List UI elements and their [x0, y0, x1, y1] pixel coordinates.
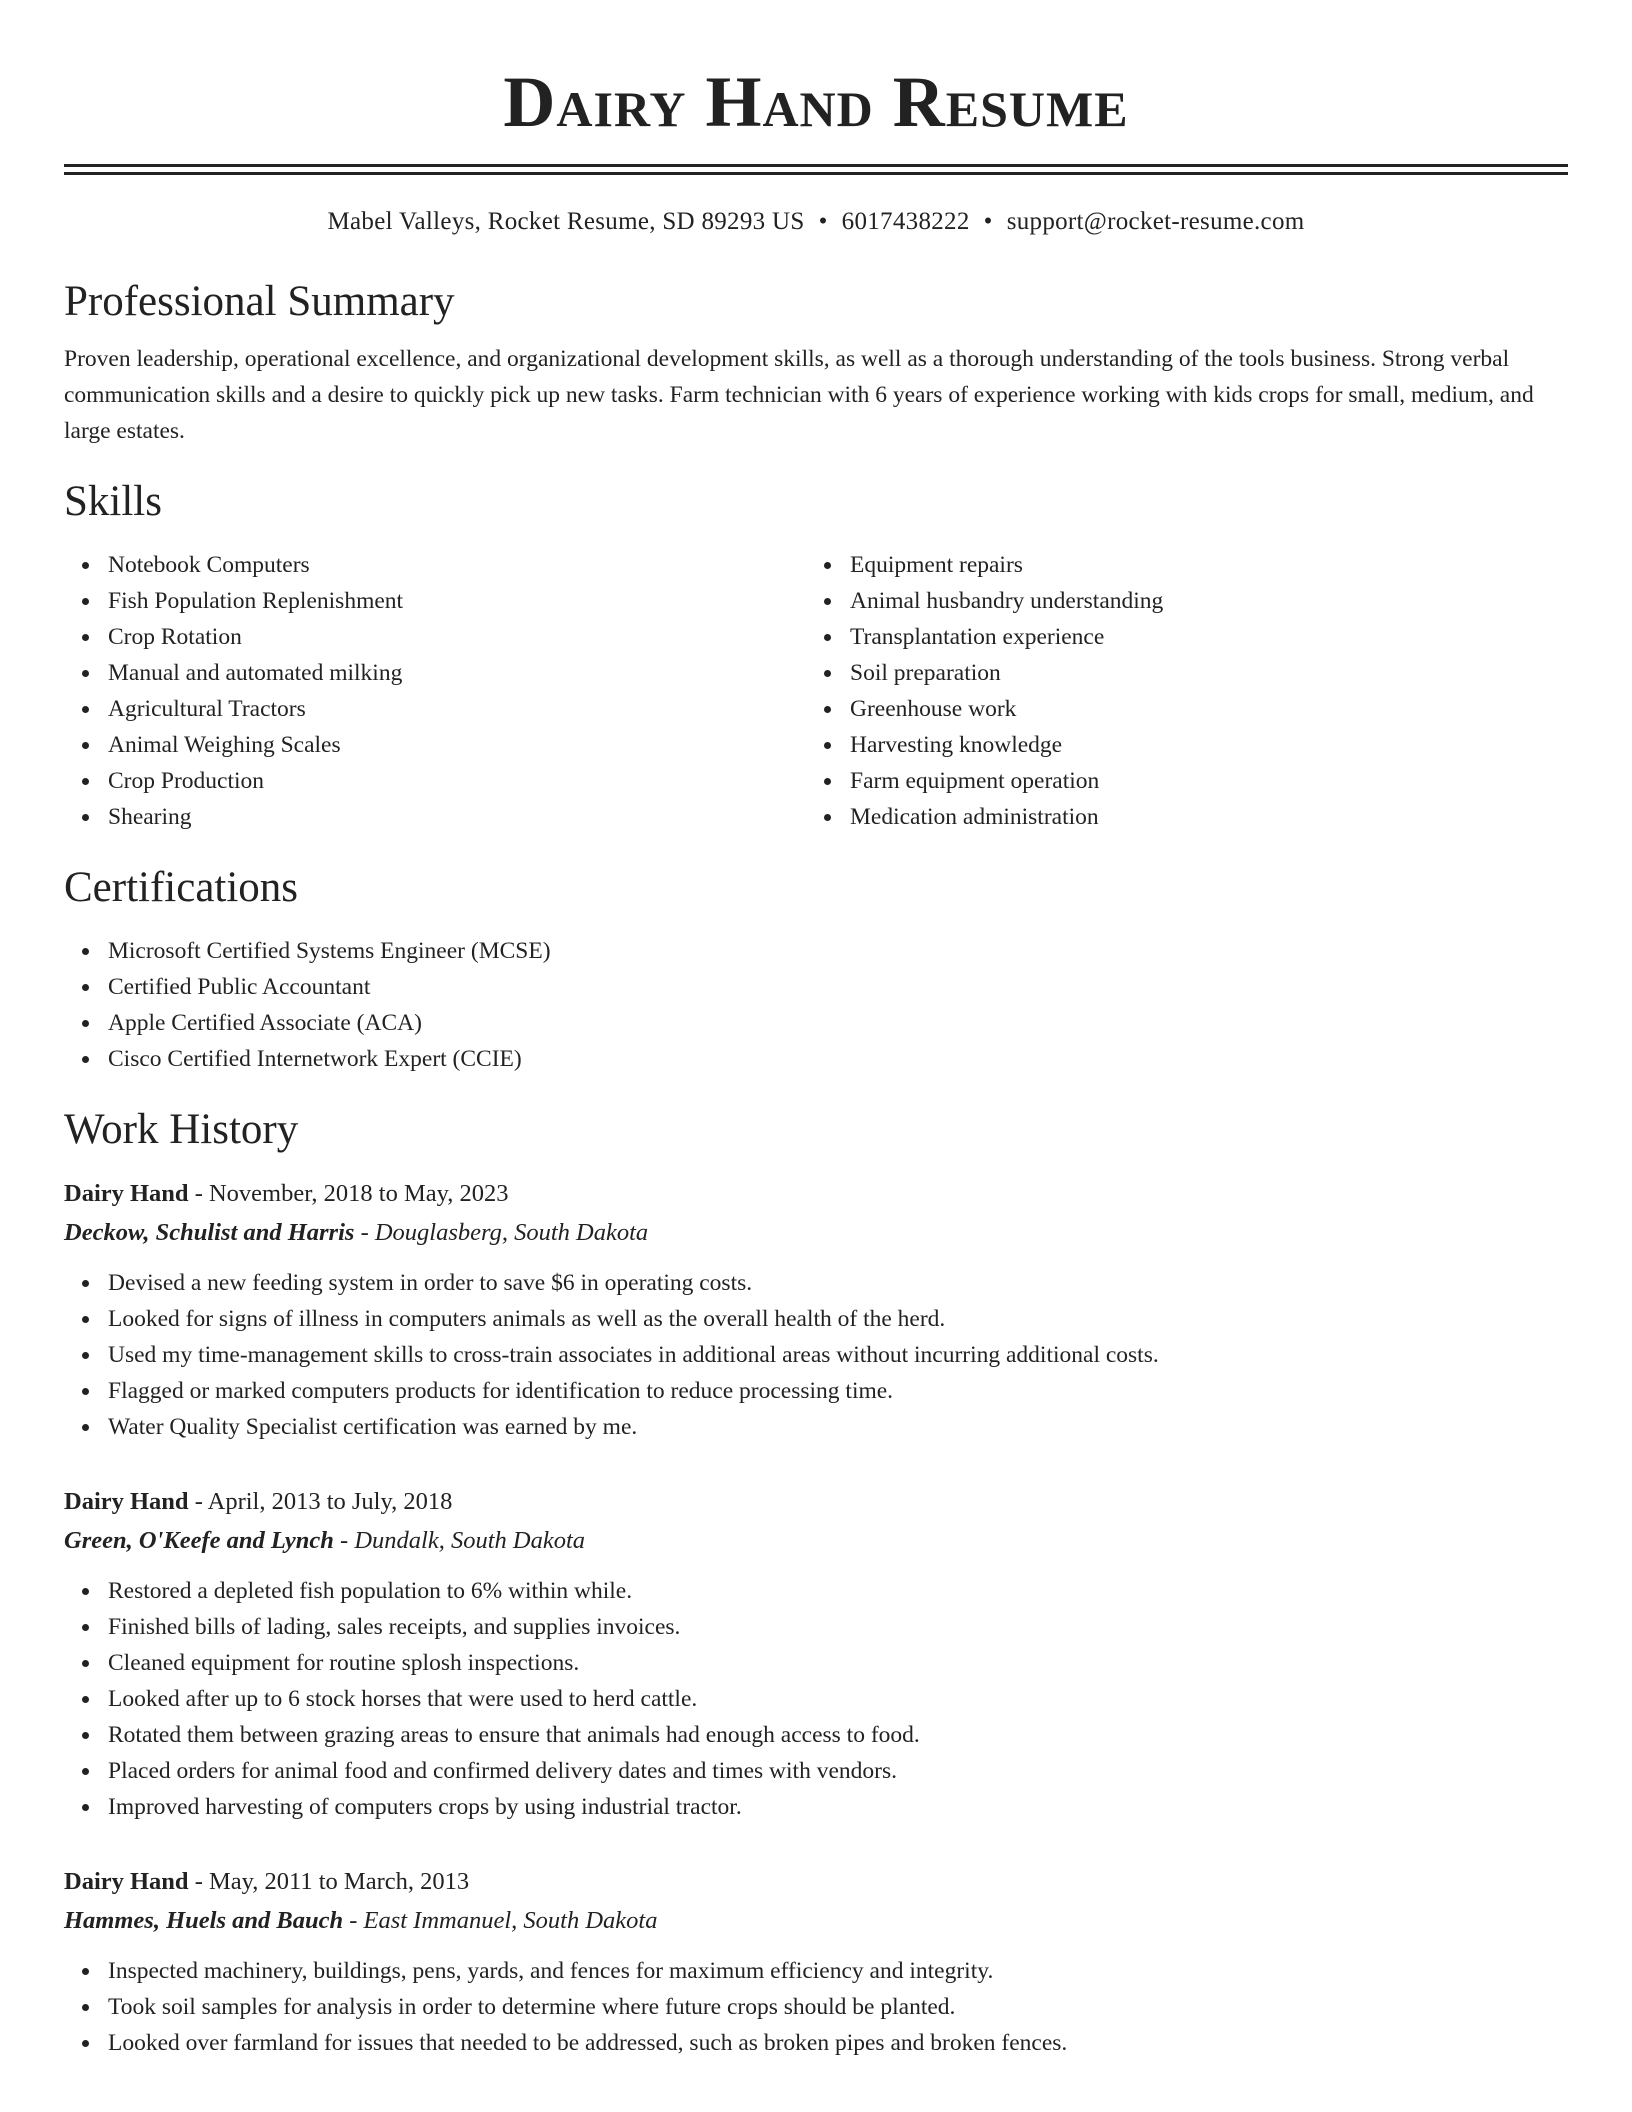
job-title-line: [64, 1863, 1568, 1901]
job-bullet: Rotated them between grazing areas to ensure that animals had enough access to food.: [108, 1717, 1568, 1753]
job-location: - Douglasberg, South Dakota: [354, 1219, 649, 1246]
job-bullet: Cleaned equipment for routine splosh inspections.: [108, 1645, 1568, 1681]
skill-item: Harvesting knowledge: [850, 727, 1548, 763]
contact-separator: •: [983, 208, 993, 235]
skill-item: Notebook Computers: [108, 547, 806, 583]
skills-column-left: [64, 547, 806, 835]
job-bullet: Took soil samples for analysis in order to determine where future crops should be planted.: [108, 1989, 1568, 2025]
skills-list-left: [64, 547, 806, 835]
certification-item: Microsoft Certified Systems Engineer (MCSE): [108, 933, 1568, 969]
skill-item: Transplantation experience: [850, 619, 1548, 655]
certifications-heading: Certifications: [64, 864, 299, 911]
skill-item: Agricultural Tractors: [108, 691, 806, 727]
contact-line: [64, 207, 1568, 237]
job-bullet: Water Quality Specialist certification was earned by me.: [108, 1409, 1568, 1445]
skills-column-right: [806, 547, 1548, 835]
job-company: Deckow, Schulist and Harris: [64, 1219, 355, 1246]
job-location: - East Immanuel, South Dakota: [343, 1907, 658, 1934]
resume-title: Dairy Hand Resume: [503, 62, 1129, 142]
job-bullet: Flagged or marked computers products for identification to reduce processing time.: [108, 1373, 1568, 1409]
skill-item: Shearing: [108, 799, 806, 835]
skills-list-right: [806, 547, 1548, 835]
skill-item: Animal Weighing Scales: [108, 727, 806, 763]
skill-item: Crop Rotation: [108, 619, 806, 655]
job-bullets: [64, 1265, 1568, 1445]
skill-item: Farm equipment operation: [850, 763, 1548, 799]
skill-item: Equipment repairs: [850, 547, 1548, 583]
contact-separator: •: [818, 208, 828, 235]
skill-item: Crop Production: [108, 763, 806, 799]
skill-item: Animal husbandry understanding: [850, 583, 1548, 619]
job-title: Dairy Hand: [64, 1488, 189, 1515]
contact-email: support@rocket-resume.com: [1006, 208, 1305, 235]
job-title: Dairy Hand: [64, 1868, 189, 1895]
job-entry: [64, 1483, 1568, 1825]
title-divider-top: [64, 164, 1568, 167]
job-bullet: Improved harvesting of computers crops by using industrial tractor.: [108, 1789, 1568, 1825]
job-bullet: Finished bills of lading, sales receipts, and supplies invoices.: [108, 1609, 1568, 1645]
job-bullets: [64, 1953, 1568, 2061]
job-title: Dairy Hand: [64, 1180, 189, 1207]
skill-item: Soil preparation: [850, 655, 1548, 691]
summary-heading: Professional Summary: [64, 278, 455, 325]
skills-heading: Skills: [64, 478, 162, 525]
certification-item: Cisco Certified Internetwork Expert (CCIE): [108, 1041, 1568, 1077]
job-company: Green, O'Keefe and Lynch: [64, 1527, 334, 1554]
job-dates: - November, 2018 to May, 2023: [188, 1180, 509, 1207]
job-company: Hammes, Huels and Bauch: [64, 1907, 344, 1934]
job-entry: [64, 1863, 1568, 2061]
job-bullet: Looked for signs of illness in computers animals as well as the overall health of the herd.: [108, 1301, 1568, 1337]
resume-page: [64, 0, 1568, 2061]
certifications-list: [64, 933, 1568, 1077]
skill-item: Manual and automated milking: [108, 655, 806, 691]
job-bullets: [64, 1573, 1568, 1825]
job-bullet: Inspected machinery, buildings, pens, yards, and fences for maximum efficiency and integrity.: [108, 1953, 1568, 1989]
skills-columns: [64, 547, 1568, 835]
job-company-line: [64, 1213, 1568, 1253]
job-location: - Dundalk, South Dakota: [333, 1527, 586, 1554]
job-company-line: [64, 1521, 1568, 1561]
job-dates: - April, 2013 to July, 2018: [188, 1488, 453, 1515]
skill-item: Medication administration: [850, 799, 1548, 835]
work-history-heading: Work History: [64, 1106, 299, 1153]
contact-phone: 6017438222: [841, 208, 970, 235]
skill-item: Fish Population Replenishment: [108, 583, 806, 619]
job-bullet: Looked over farmland for issues that needed to be addressed, such as broken pipes and broken fences.: [108, 2025, 1568, 2061]
job-dates: - May, 2011 to March, 2013: [188, 1868, 470, 1895]
skill-item: Greenhouse work: [850, 691, 1548, 727]
job-bullet: Restored a depleted fish population to 6% within while.: [108, 1573, 1568, 1609]
certification-item: Certified Public Accountant: [108, 969, 1568, 1005]
job-company-line: [64, 1901, 1568, 1941]
job-bullet: Placed orders for animal food and confirmed delivery dates and times with vendors.: [108, 1753, 1568, 1789]
certification-item: Apple Certified Associate (ACA): [108, 1005, 1568, 1041]
title-divider-bottom: [64, 172, 1568, 175]
summary-text: Proven leadership, operational excellence, and organizational development skills, as well as a thorough understanding of the tools business. Strong verbal communication skills and a desire to quickly pick up new tasks. Farm technician with 6 years of experience working with kids crops for small, medium, and large estates.: [64, 346, 1534, 444]
contact-address: Mabel Valleys, Rocket Resume, SD 89293 US: [327, 208, 805, 235]
job-title-line: [64, 1483, 1568, 1521]
job-bullet: Looked after up to 6 stock horses that were used to herd cattle.: [108, 1681, 1568, 1717]
job-title-line: [64, 1175, 1568, 1213]
job-bullet: Used my time-management skills to cross-train associates in additional areas without incurring additional costs.: [108, 1337, 1568, 1373]
job-entry: [64, 1175, 1568, 1445]
job-bullet: Devised a new feeding system in order to save $6 in operating costs.: [108, 1265, 1568, 1301]
